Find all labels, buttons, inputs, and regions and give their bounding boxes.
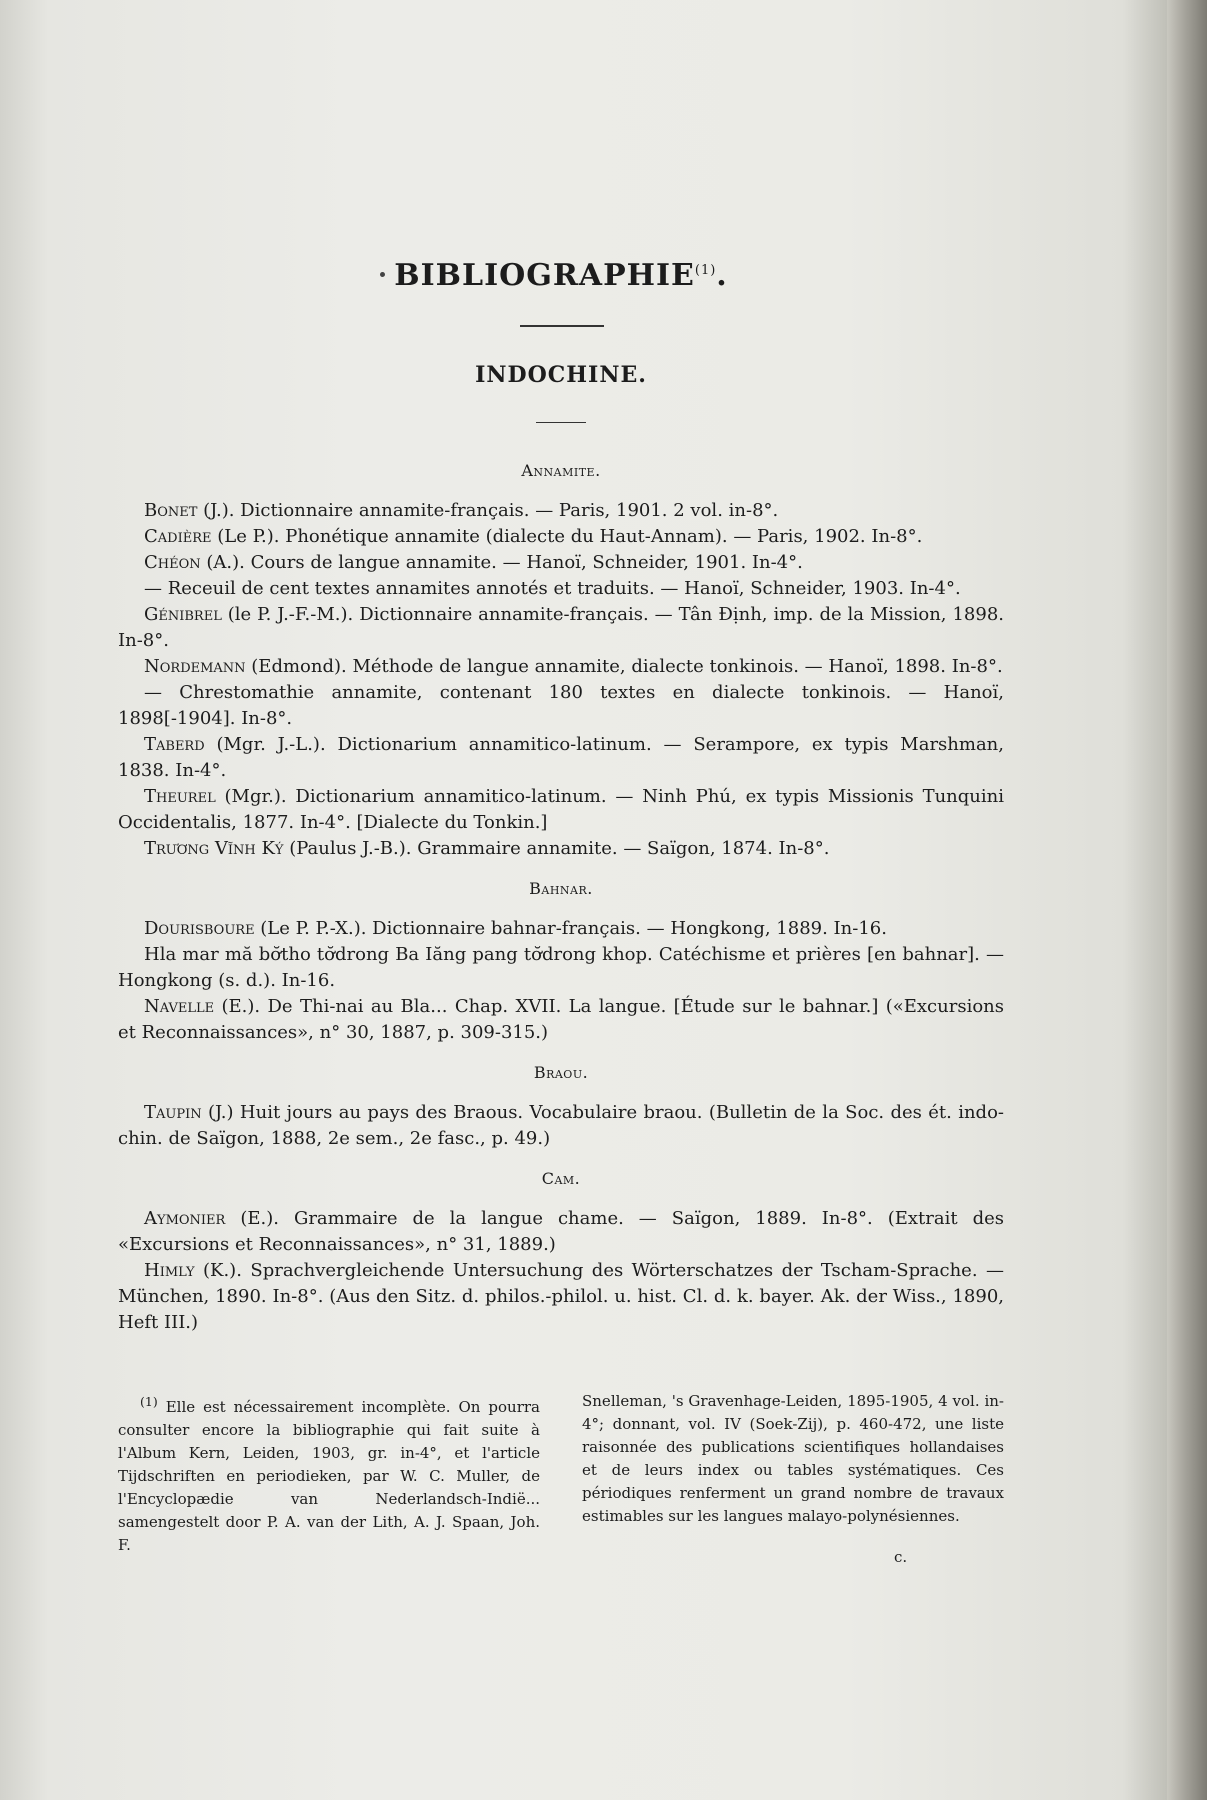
bibliography-entry — [118, 602, 1004, 654]
entry-author: Theurel — [144, 786, 216, 807]
bibliography-entry — [118, 994, 1004, 1046]
entry-author: Taberd — [144, 734, 205, 755]
entry-text: (Mgr. J.-L.). Dictionarium annamitico-latinum. — Serampore, ex typis Marshman, 1838. In-4°. — [118, 734, 1004, 781]
entry-text: (J.). Dictionnaire annamite-français. — Paris, 1901. 2 vol. in-8°. — [197, 500, 779, 521]
entry-text: (le P. J.-F.-M.). Dictionnaire annamite-français. — Tân Định, imp. de la Mission, 1898. In-8°. — [118, 604, 1004, 651]
title-rule — [520, 325, 604, 327]
bibliography-entry — [118, 1100, 1004, 1152]
entry-text: (E.). Grammaire de la langue chame. — Saïgon, 1889. In-8°. (Extrait des «Excursions et Reconnaissances», n° 31, 1889.) — [118, 1208, 1004, 1255]
section-heading-braou: Braou. — [533, 1063, 589, 1082]
entry-author: Bonet — [144, 500, 198, 521]
entry-author: Cadière — [144, 526, 212, 547]
entry-text: (Mgr.). Dictionarium annamitico-latinum. — Ninh Phú, ex typis Missionis Tunquini Occidentalis, 1877. In-4°. [Dialecte du Tonkin.] — [118, 786, 1004, 833]
bibliography-entry — [118, 836, 1004, 862]
entry-author: Dourisboure — [144, 918, 255, 939]
footnote-marker: (1) — [694, 263, 717, 278]
page-content — [118, 0, 1004, 1800]
footnote-right-text: Snelleman, 's Gravenhage-Leiden, 1895-1905, 4 vol. in-4°; donnant, vol. IV (Soek-Zij), p. 460-472, une liste raisonnée des publications scientifiques hollandaises et de leurs index ou tables systématiques. Ces périodiques renferment un grand nombre de travaux estimables sur les langues malayo-polynésiennes. — [582, 1392, 1004, 1525]
entry-text: (K.). Sprachvergleichende Untersuchung des Wörterschatzes der Tscham-Sprache. — München, 1890. In-8°. (Aus den Sitz. d. philos.-philol. u. hist. Cl. d. k. bayer. Ak. der Wiss., 1890, Heft III.) — [118, 1260, 1004, 1333]
section-heading-bahnar: Bahnar. — [529, 879, 593, 898]
entry-text: — Chrestomathie annamite, contenant 180 textes en dialecte tonkinois. — Hanoï, 1898[-1904]. In-8°. — [118, 682, 1004, 729]
bibliography-entry — [118, 916, 1004, 942]
bibliography-entry — [118, 1258, 1004, 1336]
bibliography-entry — [118, 550, 1004, 576]
page-title — [118, 258, 1004, 293]
footnote-number: (1) — [140, 1394, 158, 1409]
entry-author: Nordemann — [144, 656, 246, 677]
entry-text: (E.). De Thi-nai au Bla... Chap. XVII. La langue. [Étude sur le bahnar.] («Excursions et Reconnaissances», n° 30, 1887, p. 309-315.) — [118, 996, 1004, 1043]
footnote — [118, 1390, 1004, 1557]
bibliography-entry — [118, 680, 1004, 732]
entry-text: (Paulus J.-B.). Grammaire annamite. — Saïgon, 1874. In-8°. — [283, 838, 830, 859]
section-heading-cam: Cam. — [541, 1169, 581, 1188]
bibliography-entry — [118, 1206, 1004, 1258]
page-edge — [1167, 0, 1207, 1800]
entry-list-bahnar — [118, 916, 1004, 1046]
bibliography-body — [118, 452, 1004, 1336]
footnote-left — [118, 1390, 540, 1557]
bibliography-entry — [118, 942, 1004, 994]
entry-text: — Receuil de cent textes annamites annotés et traduits. — Hanoï, Schneider, 1903. In-4°. — [144, 578, 961, 599]
entry-author: Aymonier — [144, 1208, 226, 1229]
footnote-right — [582, 1390, 1004, 1557]
entry-text: Hla mar mă bơ̆tho tơ̆drong Ba Iăng pang tơ̆drong khop. Catéchisme et prières [en bahnar]. — Hongkong (s. d.). In-16. — [118, 944, 1004, 991]
entry-text: (Le P.). Phonétique annamite (dialecte du Haut-Annam). — Paris, 1902. In-8°. — [211, 526, 923, 547]
section-heading-annamite: Annamite. — [521, 461, 601, 480]
entry-author: Taupin — [144, 1102, 202, 1123]
entry-text: (A.). Cours de langue annamite. — Hanoï, Schneider, 1901. In-4°. — [200, 552, 803, 573]
bibliography-entry — [118, 784, 1004, 836]
bibliography-entry — [118, 654, 1004, 680]
signature-mark: c. — [894, 1548, 908, 1566]
entry-text: (Le P. P.-X.). Dictionnaire bahnar-français. — Hongkong, 1889. In-16. — [254, 918, 887, 939]
entry-text: (J.) Huit jours au pays des Braous. Vocabulaire braou. (Bulletin de la Soc. des ét. indo-chin. de Saïgon, 1888, 2e sem., 2e fasc., p. 49.) — [118, 1102, 1004, 1149]
entry-author: Trương Vĩnh Ký — [144, 838, 284, 859]
entry-list-cam — [118, 1206, 1004, 1336]
entry-author: Génibrel — [144, 604, 222, 625]
bibliography-entry — [118, 524, 1004, 550]
bibliography-entry — [118, 498, 1004, 524]
title-text: BIBLIOGRAPHIE — [394, 258, 695, 293]
subtitle-rule — [536, 422, 586, 423]
entry-list-braou — [118, 1100, 1004, 1152]
entry-list-annamite — [118, 498, 1004, 862]
entry-author: Himly — [144, 1260, 195, 1281]
page-subtitle: INDOCHINE. — [475, 362, 647, 388]
entry-text: (Edmond). Méthode de langue annamite, dialecte tonkinois. — Hanoï, 1898. In-8°. — [245, 656, 1003, 677]
entry-author: Navelle — [144, 996, 215, 1017]
bibliography-entry — [118, 576, 1004, 602]
footnote-left-text: Elle est nécessairement incomplète. On pourra consulter encore la bibliographie qui fait suite à l'Album Kern, Leiden, 1903, gr. in-4°, et l'article Tijdschriften en periodieken, par W. C. Muller, de l'Encyclopædie van Nederlandsch-Indië... samengestelt door P. A. van der Lith, A. J. Spaan, Joh. F. — [118, 1398, 540, 1554]
title-end: . — [716, 258, 728, 293]
bibliography-entry — [118, 732, 1004, 784]
entry-author: Chéon — [144, 552, 201, 573]
